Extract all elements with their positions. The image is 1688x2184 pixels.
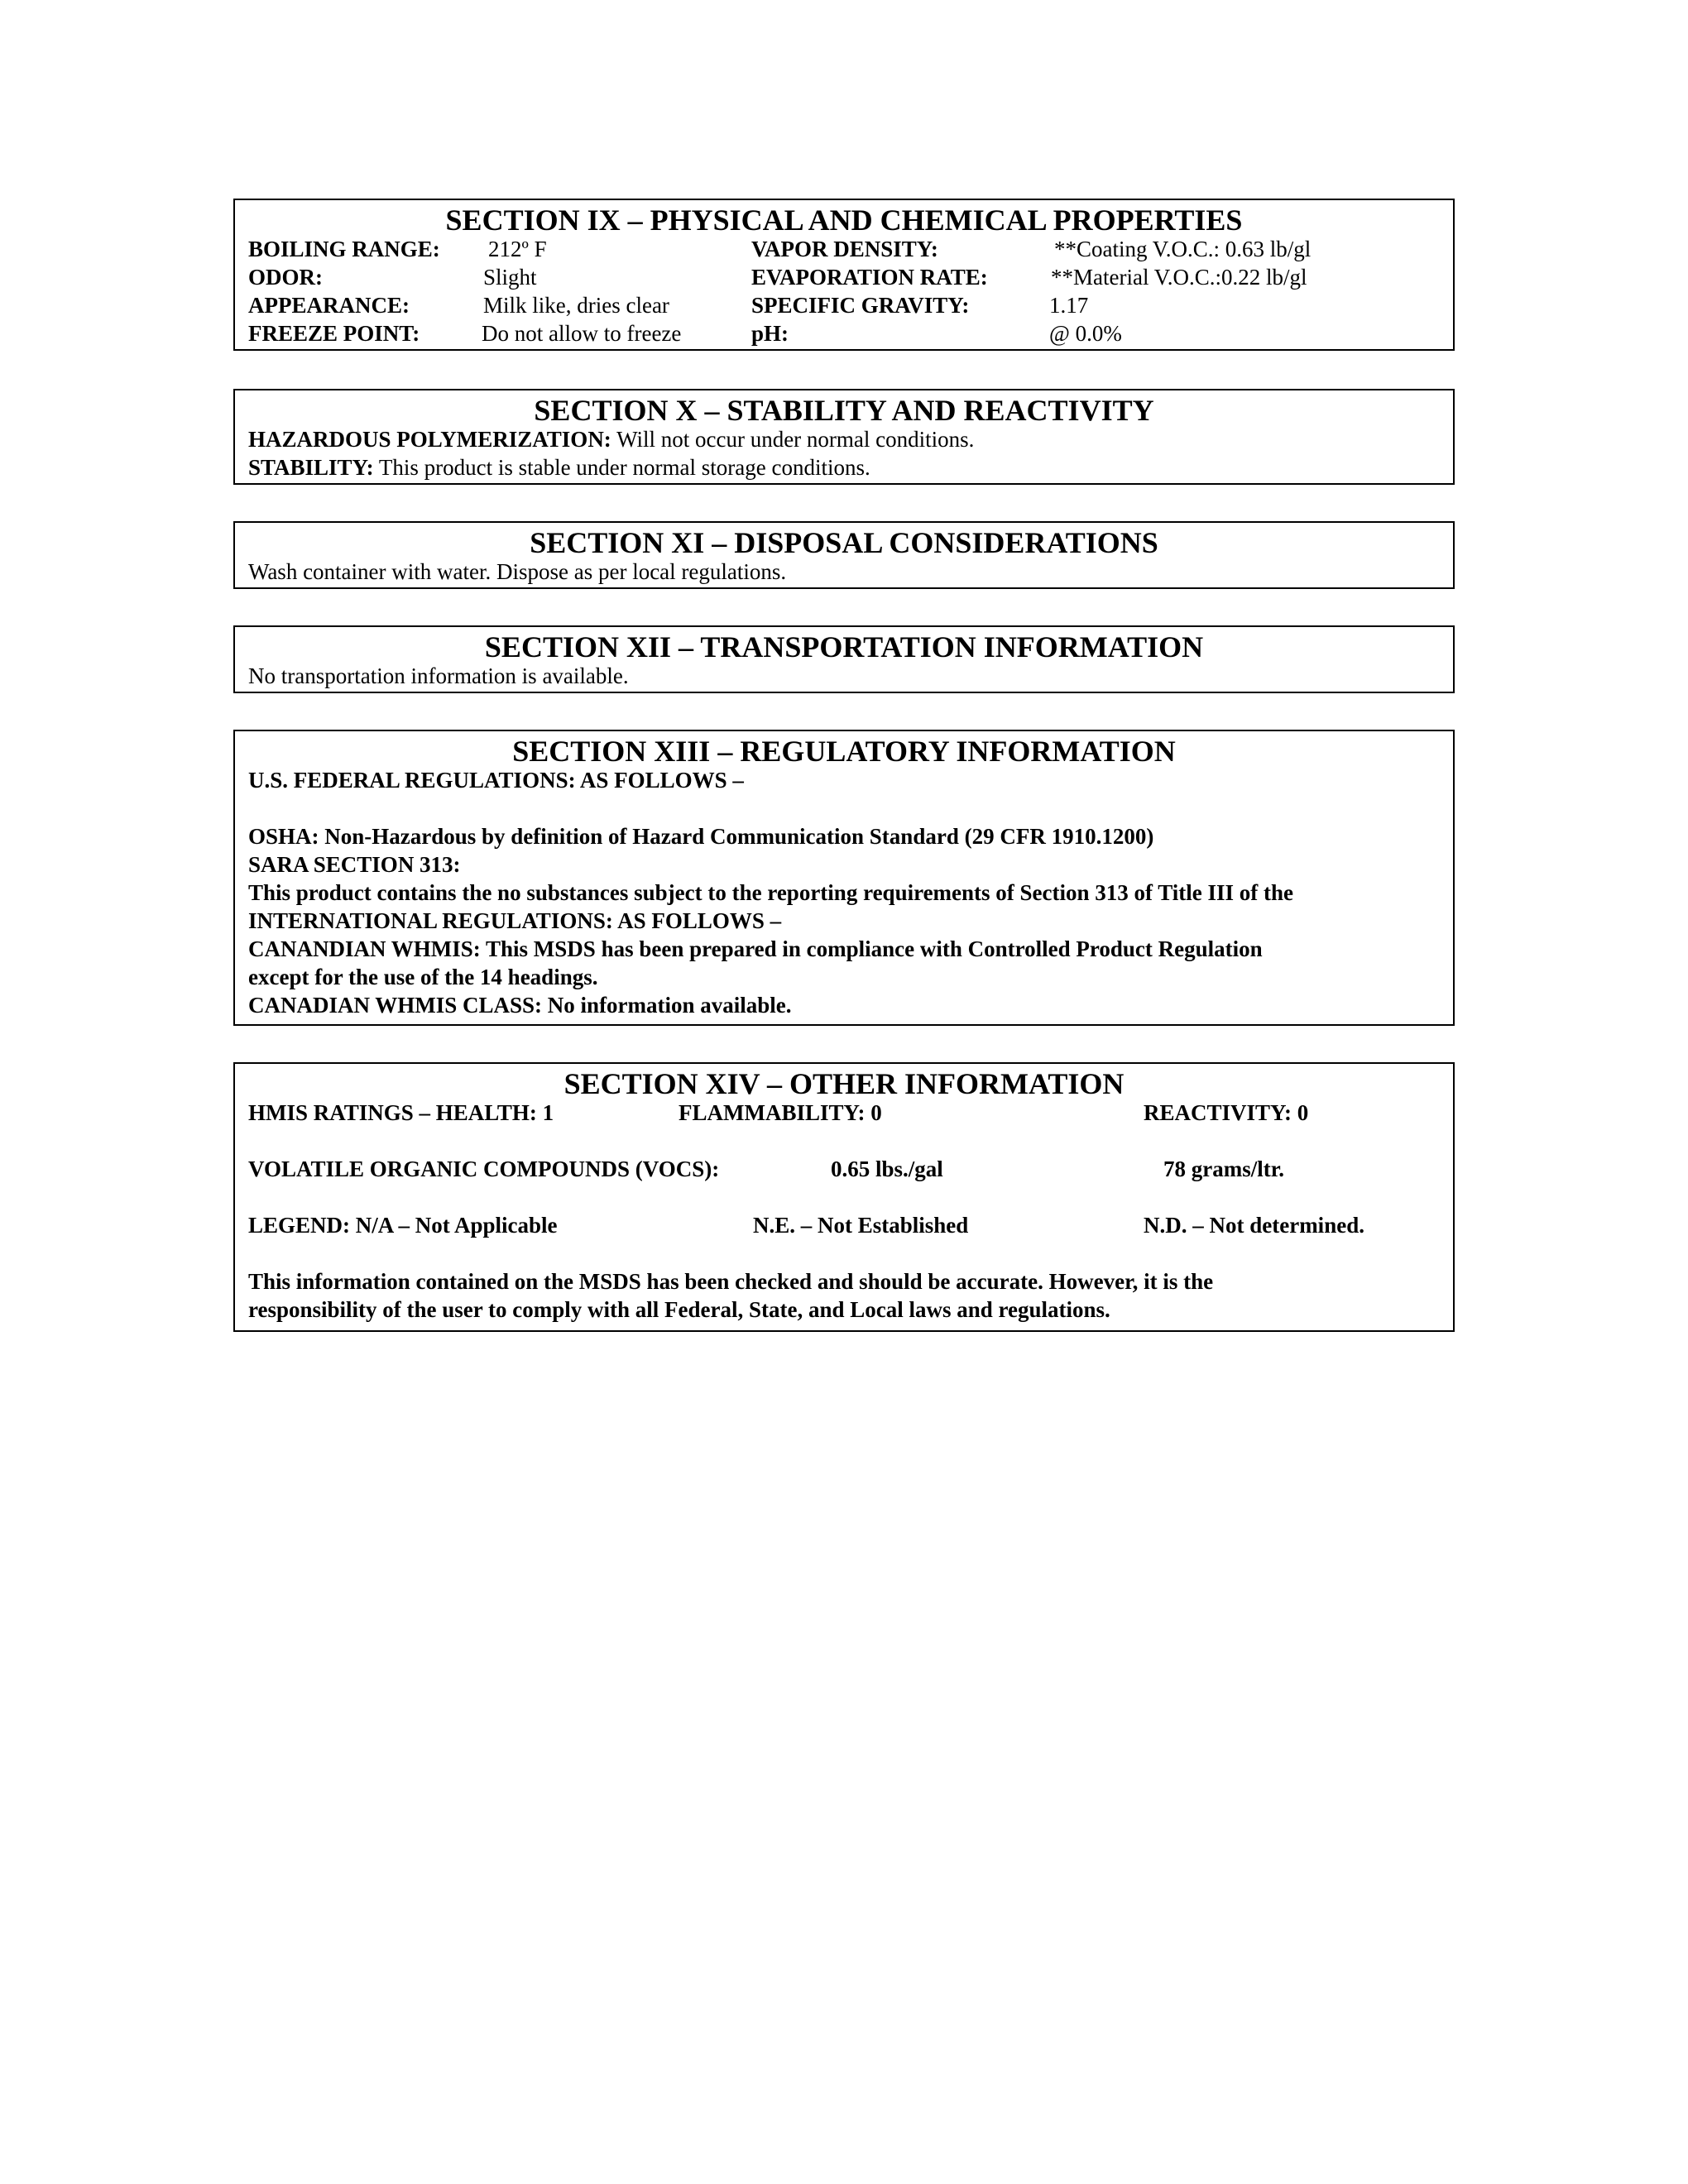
property-row: [235, 319, 1453, 347]
property-row: [235, 291, 1453, 319]
canadian-whmis-class: CANADIAN WHMIS CLASS: No information available.: [248, 993, 792, 1018]
disclaimer-line-1: This information contained on the MSDS has been checked and should be accurate. However, it is the: [248, 1269, 1214, 1294]
stability-row: [235, 453, 1453, 481]
disclaimer-line-2: responsibility of the user to comply with all Federal, State, and Local laws and regulations.: [248, 1297, 1110, 1322]
hmis-flammability: FLAMMABILITY: 0: [679, 1100, 882, 1125]
hmis-health: HMIS RATINGS – HEALTH: 1: [248, 1100, 554, 1125]
section-13-title: SECTION XIII – REGULATORY INFORMATION: [512, 735, 1176, 768]
voc-lbs-value: 0.65 lbs./gal: [831, 1157, 943, 1181]
ph-label: pH:: [751, 321, 789, 346]
international-regulations: INTERNATIONAL REGULATIONS: AS FOLLOWS –: [248, 908, 782, 933]
freeze-point-label: FREEZE POINT:: [248, 321, 420, 346]
ph-value: @ 0.0%: [1049, 321, 1122, 346]
section-9-title: SECTION IX – PHYSICAL AND CHEMICAL PROPERTIES: [445, 204, 1243, 237]
voc-row: [235, 1155, 1453, 1183]
transportation-text: No transportation information is available.: [248, 663, 629, 688]
boiling-range-label: BOILING RANGE:: [248, 237, 440, 261]
boiling-range-value: 212º F: [488, 237, 547, 261]
canadian-whmis-statement-cont: except for the use of the 14 headings.: [248, 965, 598, 989]
section-10-box: [233, 389, 1455, 485]
osha-statement: OSHA: Non-Hazardous by definition of Hazard Communication Standard (29 CFR 1910.1200): [248, 824, 1154, 849]
legend-row: [235, 1211, 1453, 1239]
appearance-value: Milk like, dries clear: [483, 293, 669, 318]
property-row: [235, 235, 1453, 263]
stability-text: This product is stable under normal storage conditions.: [373, 455, 870, 480]
legend-nd: N.D. – Not determined.: [1144, 1213, 1364, 1238]
odor-value: Slight: [483, 265, 537, 290]
section-12-box: [233, 625, 1455, 693]
stability-label: STABILITY:: [248, 455, 374, 480]
disposal-text: Wash container with water. Dispose as per local regulations.: [248, 559, 787, 584]
hazardous-polymerization-row: [235, 425, 1453, 453]
specific-gravity-label: SPECIFIC GRAVITY:: [751, 293, 970, 318]
section-9-box: [233, 199, 1455, 351]
voc-label: VOLATILE ORGANIC COMPOUNDS (VOCS):: [248, 1157, 720, 1181]
section-14-box: [233, 1062, 1455, 1332]
hazardous-polymerization-text: Will not occur under normal conditions.: [611, 427, 975, 452]
vapor-density-value: **Coating V.O.C.: 0.63 lb/gl: [1054, 237, 1312, 261]
us-federal-regulations: U.S. FEDERAL REGULATIONS: AS FOLLOWS –: [248, 768, 744, 793]
legend-ne: N.E. – Not Established: [753, 1213, 969, 1238]
legend-na: LEGEND: N/A – Not Applicable: [248, 1213, 558, 1238]
section-12-title: SECTION XII – TRANSPORTATION INFORMATION: [484, 630, 1204, 663]
freeze-point-value: Do not allow to freeze: [482, 321, 682, 346]
section-14-title: SECTION XIV – OTHER INFORMATION: [563, 1067, 1125, 1100]
property-row: [235, 263, 1453, 291]
canadian-whmis-statement: CANANDIAN WHMIS: This MSDS has been prepared in compliance with Controlled Product Regulation: [248, 936, 1263, 961]
sara-statement: This product contains the no substances subject to the reporting requirements of Section 313 of Title III of the: [248, 880, 1294, 905]
evaporation-rate-label: EVAPORATION RATE:: [751, 265, 988, 290]
sara-section-313: SARA SECTION 313:: [248, 852, 461, 877]
vapor-density-label: VAPOR DENSITY:: [751, 237, 938, 261]
section-11-title: SECTION XI – DISPOSAL CONSIDERATIONS: [530, 526, 1158, 559]
section-10-title: SECTION X – STABILITY AND REACTIVITY: [534, 394, 1154, 427]
hmis-reactivity: REACTIVITY: 0: [1144, 1100, 1309, 1125]
specific-gravity-value: 1.17: [1049, 293, 1089, 318]
hmis-ratings-row: [235, 1099, 1453, 1127]
voc-grams-value: 78 grams/ltr.: [1163, 1157, 1284, 1181]
evaporation-rate-value: **Material V.O.C.:0.22 lb/gl: [1051, 265, 1307, 290]
section-13-box: [233, 730, 1455, 1026]
odor-label: ODOR:: [248, 265, 323, 290]
appearance-label: APPEARANCE:: [248, 293, 410, 318]
hazardous-polymerization-label: HAZARDOUS POLYMERIZATION:: [248, 427, 611, 452]
section-11-box: [233, 521, 1455, 589]
